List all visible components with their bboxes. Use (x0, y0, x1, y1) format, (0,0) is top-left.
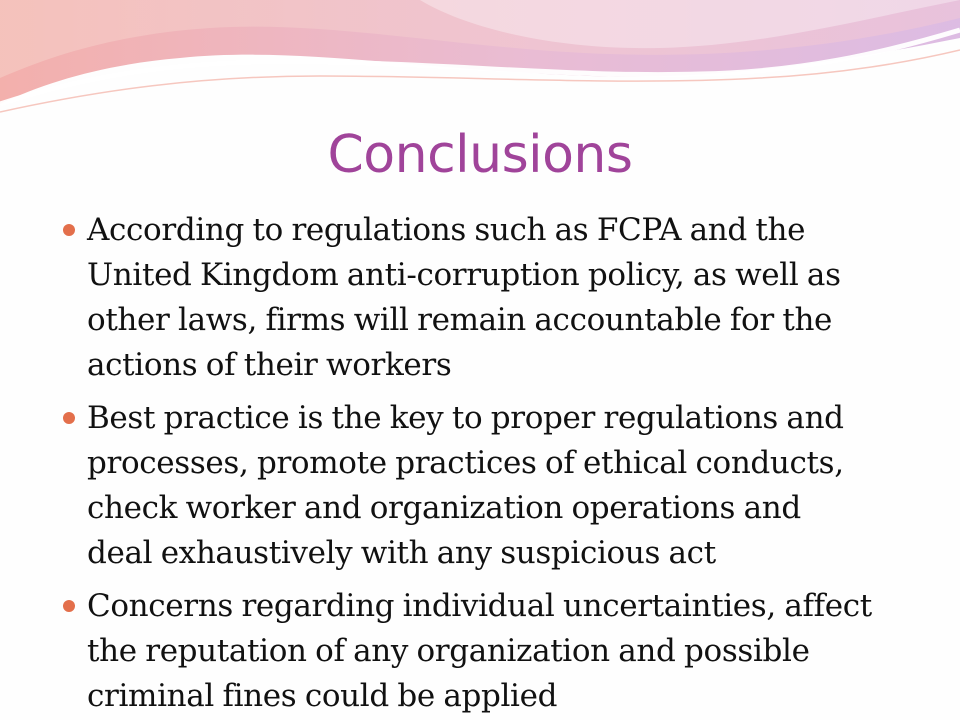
bullet-dot-icon (63, 600, 75, 612)
bullet-line: actions of their workers (87, 347, 452, 383)
bullet-line: deal exhaustively with any suspicious act (87, 535, 716, 571)
bullet-line: According to regulations such as FCPA and the (87, 212, 806, 248)
bullet-item (60, 208, 930, 388)
bullet-line: the reputation of any organization and possible (87, 633, 810, 669)
bullet-item (60, 396, 930, 576)
decorative-wave-header (0, 0, 960, 120)
bullet-list (60, 208, 930, 720)
bullet-line: Concerns regarding individual uncertainties, affect (87, 588, 872, 624)
page-title: Conclusions (327, 125, 633, 185)
bullet-line: other laws, firms will remain accountable for the (87, 302, 833, 338)
bullet-line: processes, promote practices of ethical conducts, (87, 445, 844, 481)
bullet-line: check worker and organization operations and (87, 490, 801, 526)
bullet-line: Best practice is the key to proper regulations and (87, 400, 844, 436)
bullet-dot-icon (63, 412, 75, 424)
bullet-line: United Kingdom anti-corruption policy, as well as (87, 257, 841, 293)
bullet-line: criminal fines could be applied (87, 678, 558, 714)
bullet-dot-icon (63, 224, 75, 236)
bullet-item (60, 584, 930, 719)
